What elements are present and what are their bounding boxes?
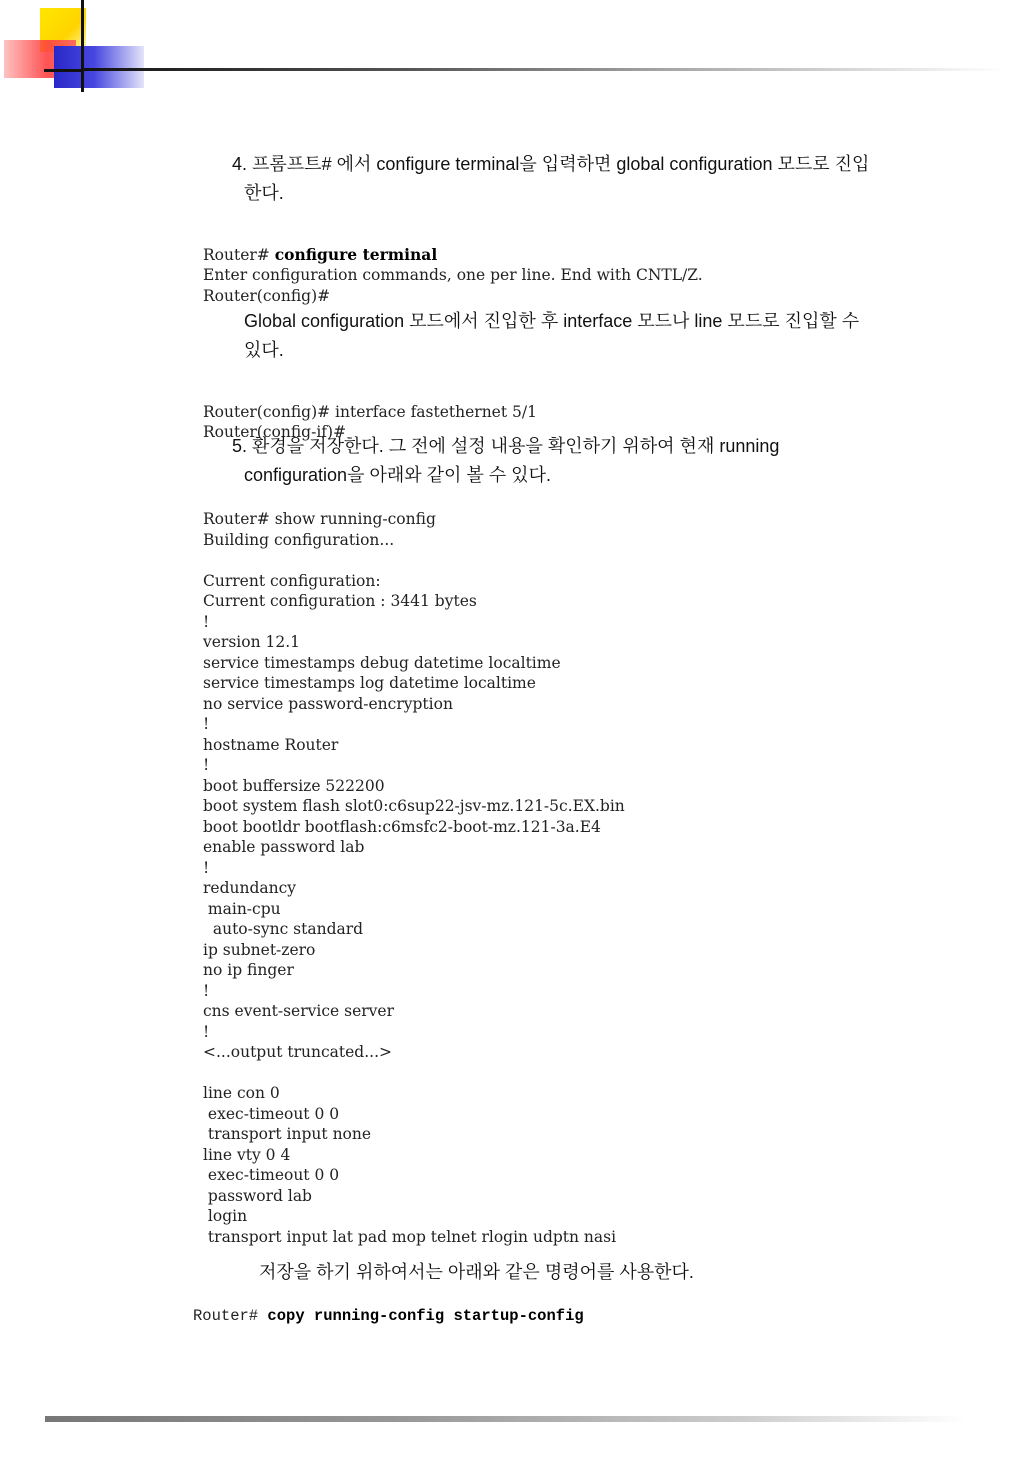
- output-line: service timestamps debug datetime localtime: [203, 653, 561, 672]
- header-rule: [84, 68, 1004, 71]
- output-line: [203, 550, 625, 571]
- output-line: Router# show running-config: [203, 510, 436, 528]
- output-line: login: [203, 1207, 248, 1225]
- output-line: !: [203, 981, 210, 1000]
- code-line-router-config: Router(config)#: [203, 286, 331, 305]
- output-line: boot buffersize 522200: [203, 776, 385, 795]
- step5-text-line1: 5. 환경을 저장한다. 그 전에 설정 내용을 확인하기 위하여 현재 running: [232, 436, 780, 456]
- code-line-configure: [203, 245, 703, 266]
- output-line: line vty 0 4: [203, 1145, 291, 1164]
- logo-vertical-line: [81, 0, 84, 92]
- output-line: !: [203, 715, 210, 733]
- output-line: transport input none: [203, 1125, 372, 1143]
- output-line: service timestamps log datetime localtime: [203, 674, 536, 692]
- output-line: ip subnet-zero: [203, 940, 316, 959]
- output-line: password lab: [203, 1186, 312, 1205]
- code-command: configure terminal: [274, 244, 438, 264]
- save-command: copy running-config startup-config: [267, 1307, 584, 1325]
- output-line: main-cpu: [203, 899, 281, 918]
- output-line: redundancy: [203, 879, 297, 897]
- step4-note-line1: Global configuration 모드에서 진입한 후 interface 모드나 line 모드로 진입할 수: [244, 311, 860, 331]
- output-line: boot system flash slot0:c6sup22-jsv-mz.121-5c.EX.bin: [203, 797, 625, 815]
- logo-blue-bar: [54, 46, 144, 88]
- save-note: 저장을 하기 위하여서는 아래와 같은 명령어를 사용한다.: [259, 1262, 694, 1282]
- save-command-prompt: Router#: [193, 1307, 268, 1325]
- output-line: !: [203, 1022, 210, 1041]
- step4-text-line2: 한다.: [244, 183, 284, 203]
- output-line: transport input lat pad mop telnet rlogin udptn nasi: [203, 1227, 617, 1246]
- output-line: boot bootldr bootflash:c6msfc2-boot-mz.121-3a.E4: [203, 817, 601, 836]
- output-line: no ip finger: [203, 961, 294, 979]
- code-line-enter-config: Enter configuration commands, one per line. End with CNTL/Z.: [203, 266, 703, 284]
- running-config-output: [203, 509, 625, 1247]
- output-line: !: [203, 756, 210, 774]
- output-line: Current configuration:: [203, 571, 381, 590]
- code-line-config-if: Router(config-if)#: [203, 423, 347, 441]
- output-line: line con 0: [203, 1084, 280, 1102]
- step4-code-block: [203, 224, 703, 306]
- output-line: version 12.1: [203, 633, 301, 651]
- output-line: [203, 1063, 625, 1084]
- step5-text-line2: configuration을 아래와 같이 볼 수 있다.: [244, 465, 551, 485]
- decorative-logo: [0, 0, 150, 100]
- output-line: exec-timeout 0 0: [203, 1104, 340, 1123]
- output-line: !: [203, 858, 210, 877]
- output-line: Current configuration : 3441 bytes: [203, 592, 477, 610]
- code-line-interface: Router(config)# interface fastethernet 5/1: [203, 402, 537, 421]
- output-line: enable password lab: [203, 838, 365, 856]
- output-line: auto-sync standard: [203, 920, 364, 938]
- output-line: hostname Router: [203, 735, 339, 754]
- output-line: <...output truncated...>: [203, 1043, 392, 1061]
- code-prompt: Router#: [203, 245, 275, 264]
- output-line: no service password-encryption: [203, 694, 453, 713]
- output-line: cns event-service server: [203, 1002, 395, 1020]
- step4-note-line2: 있다.: [244, 340, 284, 360]
- output-line: !: [203, 612, 210, 631]
- footer-rule: [45, 1416, 965, 1422]
- step4-text-line1: 4. 프롬프트# 에서 configure terminal을 입력하면 global configuration 모드로 진입: [232, 154, 870, 174]
- save-command-line: [193, 1306, 584, 1327]
- output-line: exec-timeout 0 0: [203, 1166, 340, 1184]
- logo-horizontal-line: [44, 69, 84, 72]
- output-line: Building configuration...: [203, 530, 395, 549]
